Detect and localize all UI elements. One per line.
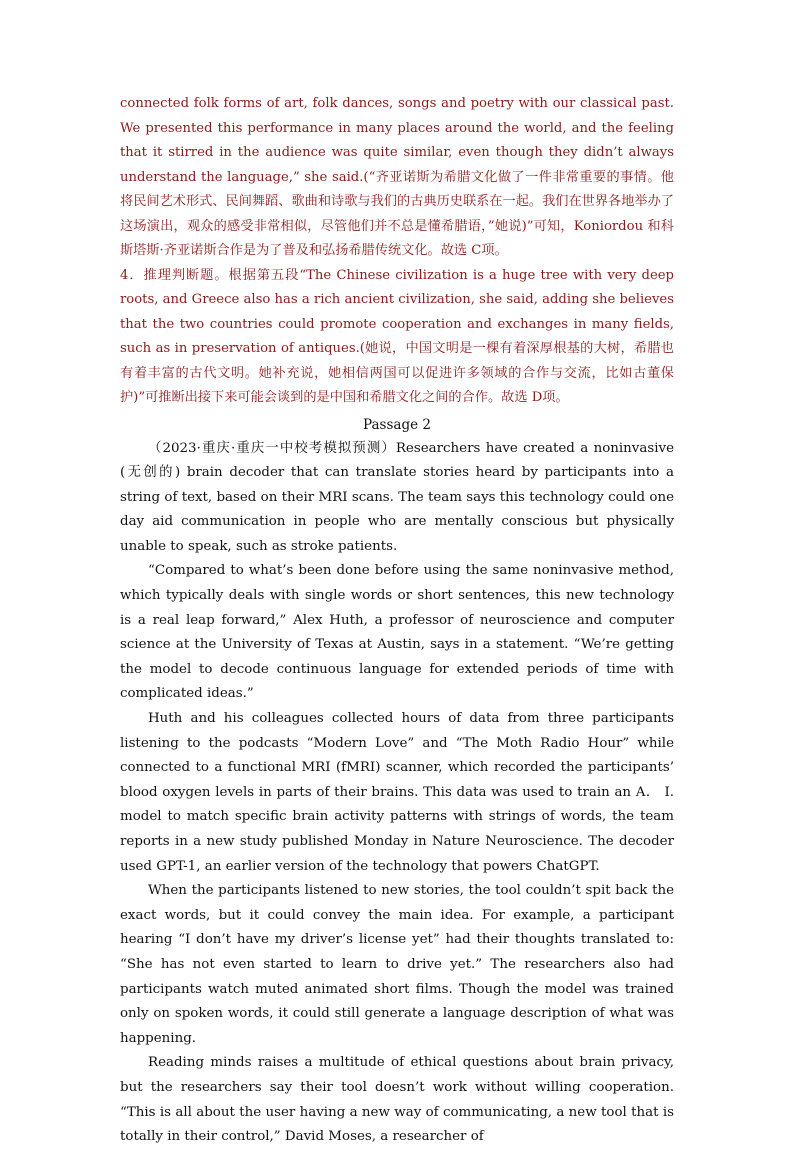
- passage-body: [120, 437, 674, 1150]
- page-content: [120, 92, 674, 1150]
- passage-paragraph: “Compared to what’s been done before using the same noninvasive method, which typically deals with single words or short sentences, this new technology is a real leap forward,” Alex Huth, a professor of neuroscience and computer science at the University of Texas at Austin, says in a statement. “We’re getting the model to decode continuous language for extended periods of time with complicated ideas.”: [120, 563, 674, 702]
- passage-paragraph: When the participants listened to new stories, the tool couldn’t spit back the exact words, but it could convey the main idea. For example, a participant hearing “I don’t have my driver’s license yet” had their thoughts translated to: “She has not even started to learn to drive yet.” The researchers also had participants watch muted animated short films. Though the model was trained only on spoken words, it could still generate a language description of what was happening.: [120, 883, 674, 1046]
- answer-paragraph-3: connected folk forms of art, folk dances, songs and poetry with our classical past. We presented this performance in many places around the world, and the feeling that it stirred in the audience was quite similar, even though they didn’t always understand the language,” she said.(“齐亚诺斯为希腊文化做了一件非常重要的事情。他将民间艺术形式、民间舞蹈、歌曲和诗歌与我们的古典历史联系在一起。我们在世界各地举办了这场演出，观众的感受非常相似，尽管他们并不总是懂希腊语，”她说)”可知，Koniordou 和科斯塔斯·齐亚诺斯合作是为了普及和弘扬希腊传统文化。故选 C项。: [120, 96, 674, 258]
- passage-title: Passage 2: [363, 416, 431, 433]
- answer-explanation: [120, 92, 674, 411]
- passage-paragraph: Huth and his colleagues collected hours of data from three participants listening to the podcasts “Modern Love” and “The Moth Radio Hour” while connected to a functional MRI (fMRI) scanner, which recorded the participants’ blood oxygen levels in parts of their brains. This data was used to train an A． I. model to match specific brain activity patterns with strings of words, the team reports in a new study published Monday in Nature Neuroscience. The decoder used GPT-1, an earlier version of the technology that powers ChatGPT.: [120, 711, 674, 874]
- passage-paragraph: （2023·重庆·重庆一中校考模拟预测）Researchers have created a noninvasive (无创的) brain decoder that can translate stories heard by participants into a string of text, based on their MRI scans. The team says this technology could one day aid communication in people who are mentally conscious but physically unable to speak, such as stroke patients.: [120, 440, 674, 554]
- passage-paragraph: Reading minds raises a multitude of ethical questions about brain privacy, but the researchers say their tool doesn’t work without willing cooperation. “This is all about the user having a new way of communicating, a new tool that is totally in their control,” David Moses, a researcher of: [120, 1055, 674, 1145]
- answer-paragraph-4: 4．推理判断题。根据第五段“The Chinese civilization is a huge tree with very deep roots, and Greece also has a rich ancient civilization, she said, adding she believes that the two countries could promote cooperation and exchanges in many fields, such as in preservation of antiques.(她说，中国文明是一棵有着深厚根基的大树，希腊也有着丰富的古代文明。她补充说，她相信两国可以促进许多领域的合作与交流，比如古董保护)”可推断出接下来可能会谈到的是中国和希腊文化之间的合作。故选 D项。: [120, 267, 674, 405]
